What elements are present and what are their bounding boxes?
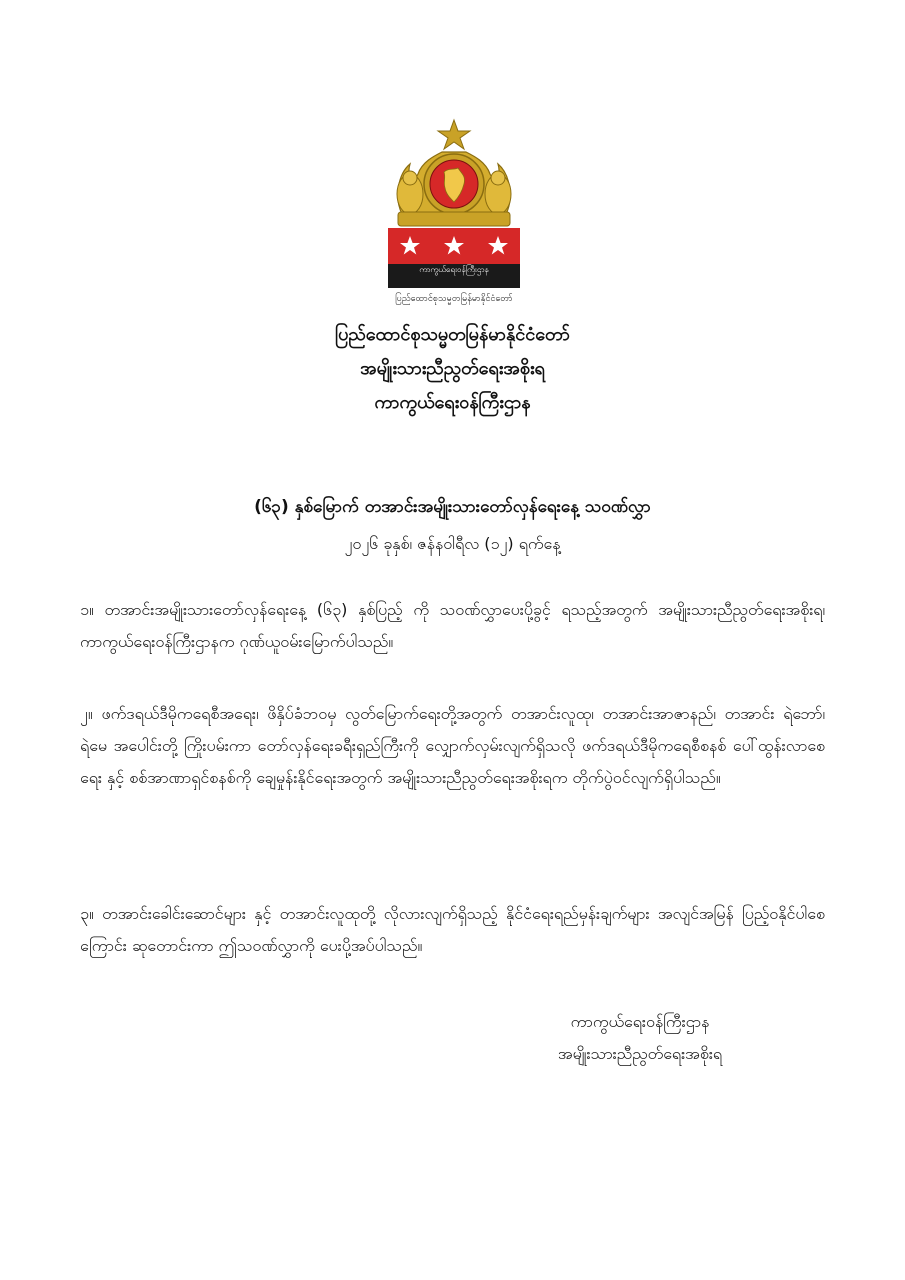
statement-date: ၂၀၂၆ ခုနှစ်၊ ဇန်နဝါရီလ (၁၂) ရက်နေ့ (344, 534, 561, 553)
emblem-caption: ပြည်ထောင်စုသမ္မတမြန်မာနိုင်ငံတော် (395, 294, 513, 304)
signature-ministry: ကာကွယ်ရေးဝန်ကြီးဌာန (570, 1012, 710, 1031)
signature-government: အမျိုးသားညီညွတ်ရေးအစိုးရ (557, 1044, 723, 1063)
statement-title: (၆၃) နှစ်မြောက် တအာင်းအမျိုးသားတော်လှန်ရေးနေ့ သဝဏ်လွှာ (254, 497, 651, 517)
header-government: အမျိုးသားညီညွတ်ရေးအစိုးရ (360, 358, 545, 379)
header-country: ပြည်ထောင်စုသမ္မတမြန်မာနိုင်ငံတော် (335, 324, 570, 345)
paragraph-1: ၁။ တအာင်းအမျိုးသားတော်လှန်ရေးနေ့ (၆၃) နှစ်ပြည့် ကို သဝဏ်လွှာပေးပို့ခွင့် ရသည့်အတွက် အမျိုးသားညီညွတ်ရေးအစိုးရ၊ ကာကွယ်ရေးဝန်ကြီးဌာနက ဂုဏ်ယူဝမ်းမြောက်ပါသည်။ (80, 600, 825, 651)
paragraph-2: ၂။ ဖက်ဒရယ်ဒီမိုကရေစီအရေး၊ ဖိနှိပ်ခံဘဝမှ လွတ်မြောက်ရေးတို့အတွက် တအာင်းလူထု၊ တအာင်းအာဇာနည်၊ တအာင်း ရဲဘော်၊ ရဲမေ အပေါင်းတို့ ကြိုးပမ်းကာ တော်လှန်ရေးခရီးရှည်ကြီးကို လျှောက်လှမ်းလျက်ရှိသလို ဖက်ဒရယ်ဒီမိုကရေစီစနစ် ပေါ်ထွန်းလာစေရေး နှင့် စစ်အာဏာရှင်စနစ်ကို ချေမှုန်းနိုင်ရေးအတွက် အမျိုးသားညီညွတ်ရေးအစိုးရက တိုက်ပွဲဝင်လျက်ရှိပါသည်။ (80, 704, 825, 787)
ministry-emblem (388, 118, 520, 290)
emblem-band-text: ကာကွယ်ရေးဝန်ကြီးဌာန (419, 265, 489, 274)
paragraph-3: ၃။ တအာင်းခေါင်းဆောင်များ နှင့် တအာင်းလူထုတို့ လိုလားလျက်ရှိသည့် နိုင်ငံရေးရည်မှန်းချက်များ အလျင်အမြန် ပြည့်ဝနိုင်ပါစေကြောင်း ဆုတောင်းကာ ဤသဝဏ်လွှာကို ပေးပို့အပ်ပါသည်။ (80, 904, 825, 955)
header-ministry: ကာကွယ်ရေးဝန်ကြီးဌာန (374, 392, 531, 413)
